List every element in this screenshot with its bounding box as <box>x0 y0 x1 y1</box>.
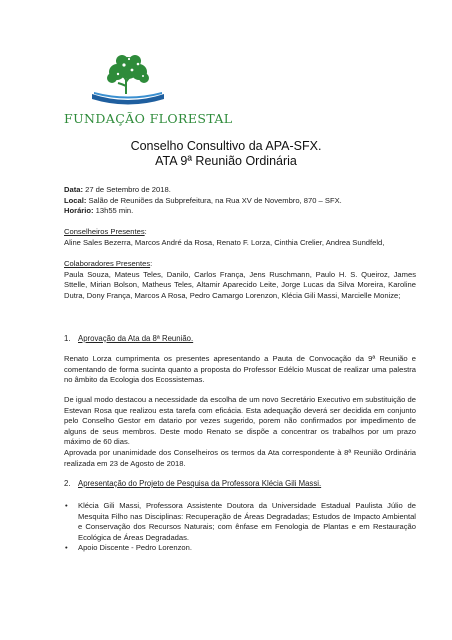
local-value: Salão de Reuniões da Subprefeitura, na Rua XV de Novembro, 870 – SFX. <box>86 195 342 205</box>
section-1-heading <box>64 334 416 345</box>
time-value: 13h55 min. <box>93 206 134 216</box>
date-label: Data: <box>64 185 83 194</box>
local-label: Local: <box>64 195 87 205</box>
time-label: Horário: <box>64 206 94 216</box>
section-2-number: 2. <box>64 479 71 488</box>
section-1-paragraph-2: De igual modo destacou a necessidade da escolha de um novo Secretário Executivo em substituição de Estevan Rosa que realizou esta tarefa com eficácia. Esta adequação deverá ser decidida em conjunto pelo Conselho Gestor em datario por vezes sugerido, porem não confirmados por impedimento de alguns de seus membros. Deste modo Renato se dispõe a concentrar os trabalhos por um prazo máximo de 60 dias. <box>64 395 416 447</box>
section-1-title: Aprovação da Ata da 8ª Reunião. <box>78 334 194 343</box>
list-item-text: Klécia Gili Massi, Professora Assistente Doutora da Universidade Estadual Paulista Júlio de Mesquita Filho nas Disciplinas: Recuperação de Áreas Degradadas; Estudos de Impacto Ambiental e Conservação dos Recursos Naturais; com ênfase em Fenologia de Plantas e em Restauração Ecológica de Áreas Degradadas. <box>78 501 416 542</box>
section-2-list <box>64 501 416 554</box>
date-value: 27 de Setembro de 2018. <box>83 185 171 194</box>
councilors-heading: Conselheiros Presentes <box>64 227 145 236</box>
councilors-names: Aline Sales Bezerra, Marcos André da Rosa, Renato F. Lorza, Cinthia Crelier, Andrea Sundfeld, <box>64 237 385 247</box>
bullet-icon: • <box>65 543 68 553</box>
meeting-meta <box>64 185 416 217</box>
local-line <box>64 196 416 207</box>
collaborators-heading-line <box>64 259 416 270</box>
councilors-colon: : <box>144 227 147 236</box>
org-name: FUNDAÇÃO FLORESTAL <box>64 111 233 126</box>
list-item <box>64 543 416 554</box>
section-2-title: Apresentação do Projeto de Pesquisa da Professora Klécia Gili Massi. <box>78 479 322 488</box>
date-line <box>64 185 416 196</box>
time-line <box>64 206 416 217</box>
title-line-2: ATA 9ª Reunião Ordinária <box>155 154 297 168</box>
list-item-text: Apoio Discente - Pedro Lorenzon. <box>78 543 192 553</box>
section-1-paragraph-1: Renato Lorza cumprimenta os presentes apresentando a Pauta de Convocação da 9ª Reunião e comentando de forma sucinta quanto a proposta do Professor Edélcio Muscat de realizar uma palestra no âmbito da Ecologia dos Ecossistemas. <box>64 354 416 385</box>
title-line-1: Conselho Consultivo da APA-SFX. <box>130 139 322 153</box>
document-title <box>0 139 452 169</box>
list-item <box>64 501 416 543</box>
section-1-number: 1. <box>64 334 71 343</box>
section-2-heading <box>64 479 416 490</box>
collaborators-block <box>64 259 416 301</box>
fundacao-florestal-logo <box>88 50 168 110</box>
section-1-paragraph-3: Aprovada por unanimidade dos Conselheiros os termos da Ata correspondente à 8ª Reunião Ordinária realizada em 23 de Agosto de 2018. <box>64 448 416 468</box>
collaborators-heading: Colaboradores Presentes <box>64 259 151 268</box>
collaborators-names: Paula Souza, Mateus Teles, Danilo, Carlos França, Jens Ruschmann, Paulo H. S. Queiroz, James Sttelle, Mirian Bolson, Matheus Teles, Altamir Aparecido Leite, Jorge Lucas da Silva Moreira, Karoline Dutra, Dony França, Marcos A Rosa, Pedro Camargo Lorenzon, Klécia Gili Massi, Marcielle Monize; <box>64 269 416 300</box>
collaborators-colon: : <box>150 259 153 268</box>
councilors-block <box>64 227 416 248</box>
bullet-icon: • <box>65 501 68 510</box>
councilors-heading-line <box>64 227 416 238</box>
